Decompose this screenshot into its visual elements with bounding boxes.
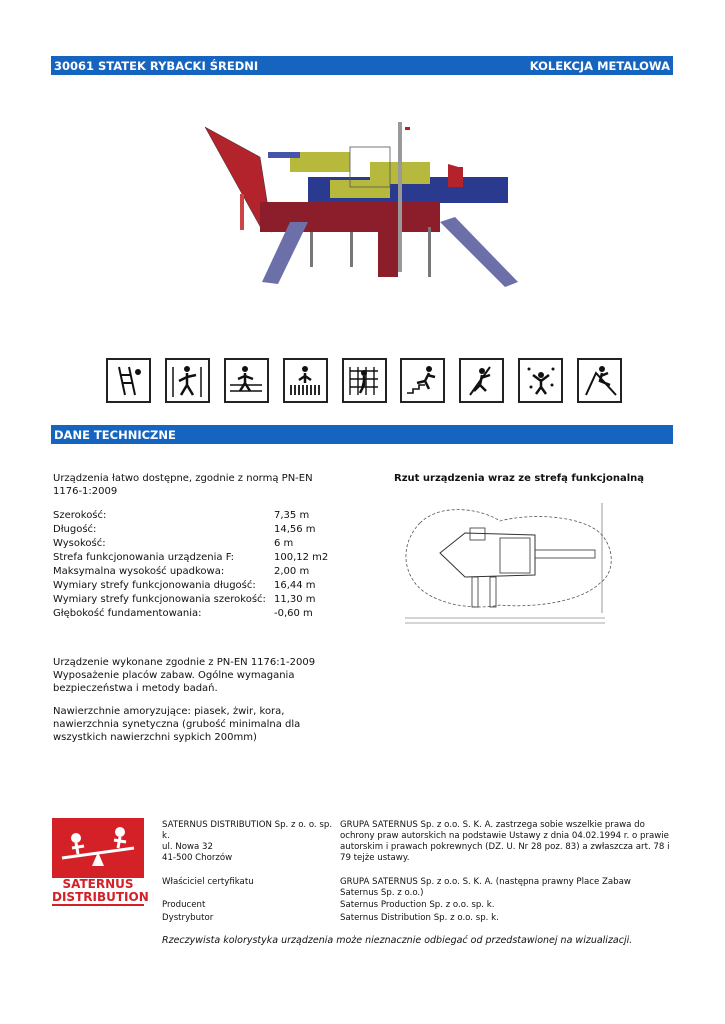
- spec-row: [53, 536, 353, 550]
- net-climb-icon: [342, 358, 387, 403]
- spec-value: -0,60 m: [274, 607, 313, 619]
- owner-label: Właściciel certyfikatu: [162, 877, 254, 887]
- spec-label: Strefa funkcjonowania urządzenia F:: [53, 551, 235, 563]
- specs-table: [53, 508, 353, 620]
- spec-label: Wysokość:: [53, 537, 106, 549]
- spec-label: Wymiary strefy funkcjonowania szerokość:: [53, 593, 266, 605]
- slide-icon: [577, 358, 622, 403]
- spec-value: 100,12 m2: [274, 551, 329, 563]
- company-street: ul. Nowa 32: [162, 842, 213, 852]
- section-bar: [51, 425, 673, 444]
- intro-text: Urządzenia łatwo dostępne, zgodnie z normą PN-EN 1176-1:2009: [53, 473, 313, 497]
- bridge-walk-icon: [224, 358, 269, 403]
- spec-row: [53, 508, 353, 522]
- ladder-climb-icon: [106, 358, 151, 403]
- title-bar: [51, 56, 673, 75]
- section-title: DANE TECHNICZNE: [54, 427, 176, 442]
- spec-row: [53, 564, 353, 578]
- plan-title: Rzut urządzenia wraz ze strefą funkcjonalną: [394, 473, 645, 484]
- disclaimer: Rzeczywista kolorystyka urządzenia może nieznacznie odbiegać od przedstawionej na wizualizacji.: [162, 935, 633, 946]
- norm-text: Urządzenie wykonane zgodnie z PN-EN 1176:1-2009 Wyposażenie placów zabaw. Ogólne wymagania bezpieczeństwa i metody badań.: [53, 657, 316, 694]
- company-name: SATERNUS DISTRIBUTION Sp. z o. o. sp. k.: [162, 820, 333, 841]
- activity-icons: [106, 358, 622, 406]
- producer-value: Saternus Production Sp. z o.o. sp. k.: [340, 900, 495, 910]
- spec-row: [53, 550, 353, 564]
- spec-label: Długość:: [53, 523, 97, 535]
- distributor-label: Dystrybutor: [162, 913, 214, 923]
- wall-climb-icon: [459, 358, 504, 403]
- producer-label: Producent: [162, 900, 206, 910]
- spec-value: 16,44 m: [274, 579, 316, 591]
- surface-text: Nawierzchnie amoryzujące: piasek, żwir, kora, nawierzchnia synetyczna (grubość minimalna dla wszystkich nawierzchni sypkich 200mm): [53, 706, 301, 743]
- collection-label: KOLEKCJA METALOWA: [529, 58, 670, 73]
- stair-climb-icon: [400, 358, 445, 403]
- product-title: 30061 STATEK RYBACKI ŚREDNI: [54, 58, 259, 73]
- logo-line-2: DISTRIBUTION: [52, 890, 149, 904]
- spec-value: 6 m: [274, 537, 294, 549]
- spec-label: Wymiary strefy funkcjonowania długość:: [53, 579, 256, 591]
- spec-value: 14,56 m: [274, 523, 316, 535]
- company-city: 41-500 Chorzów: [162, 853, 233, 863]
- logo-line-1: SATERNUS: [62, 877, 134, 891]
- spec-row: [53, 578, 353, 592]
- spec-value: 11,30 m: [274, 593, 316, 605]
- logo-text: [52, 877, 149, 904]
- owner-value: GRUPA SATERNUS Sp. z o.o. S. K. A. (następna prawny Place Zabaw Saternus Sp. z o.o.): [340, 877, 631, 898]
- spec-row: [53, 592, 353, 606]
- wobbly-bridge-icon: [283, 358, 328, 403]
- company-address: [162, 820, 337, 864]
- rights-notice: GRUPA SATERNUS Sp. z o.o. S. K. A. zastrzega sobie wszelkie prawa do ochrony praw autorskich na podstawie Ustawy z dnia 04.02.1994 r. o prawie autorskim i prawach pokrewnych (DZ. U. Nr 28 poz. 83) a zwłaszcza art. 78 i 79 tejże ustawy.: [340, 820, 670, 863]
- spec-row: [53, 522, 353, 536]
- spec-row: [53, 606, 353, 620]
- spec-label: Głębokość fundamentowania:: [53, 607, 202, 619]
- rope-walk-icon: [165, 358, 210, 403]
- spec-value: 7,35 m: [274, 509, 310, 521]
- play-activity-icon: [518, 358, 563, 403]
- product-visualization: [200, 82, 540, 340]
- spec-label: Maksymalna wysokość upadkowa:: [53, 565, 225, 577]
- plan-drawing: [400, 493, 620, 635]
- distributor-value: Saternus Distribution Sp. z o.o. sp. k.: [340, 913, 499, 923]
- seesaw-icon: [52, 818, 144, 876]
- spec-value: 2,00 m: [274, 565, 310, 577]
- spec-label: Szerokość:: [53, 509, 107, 521]
